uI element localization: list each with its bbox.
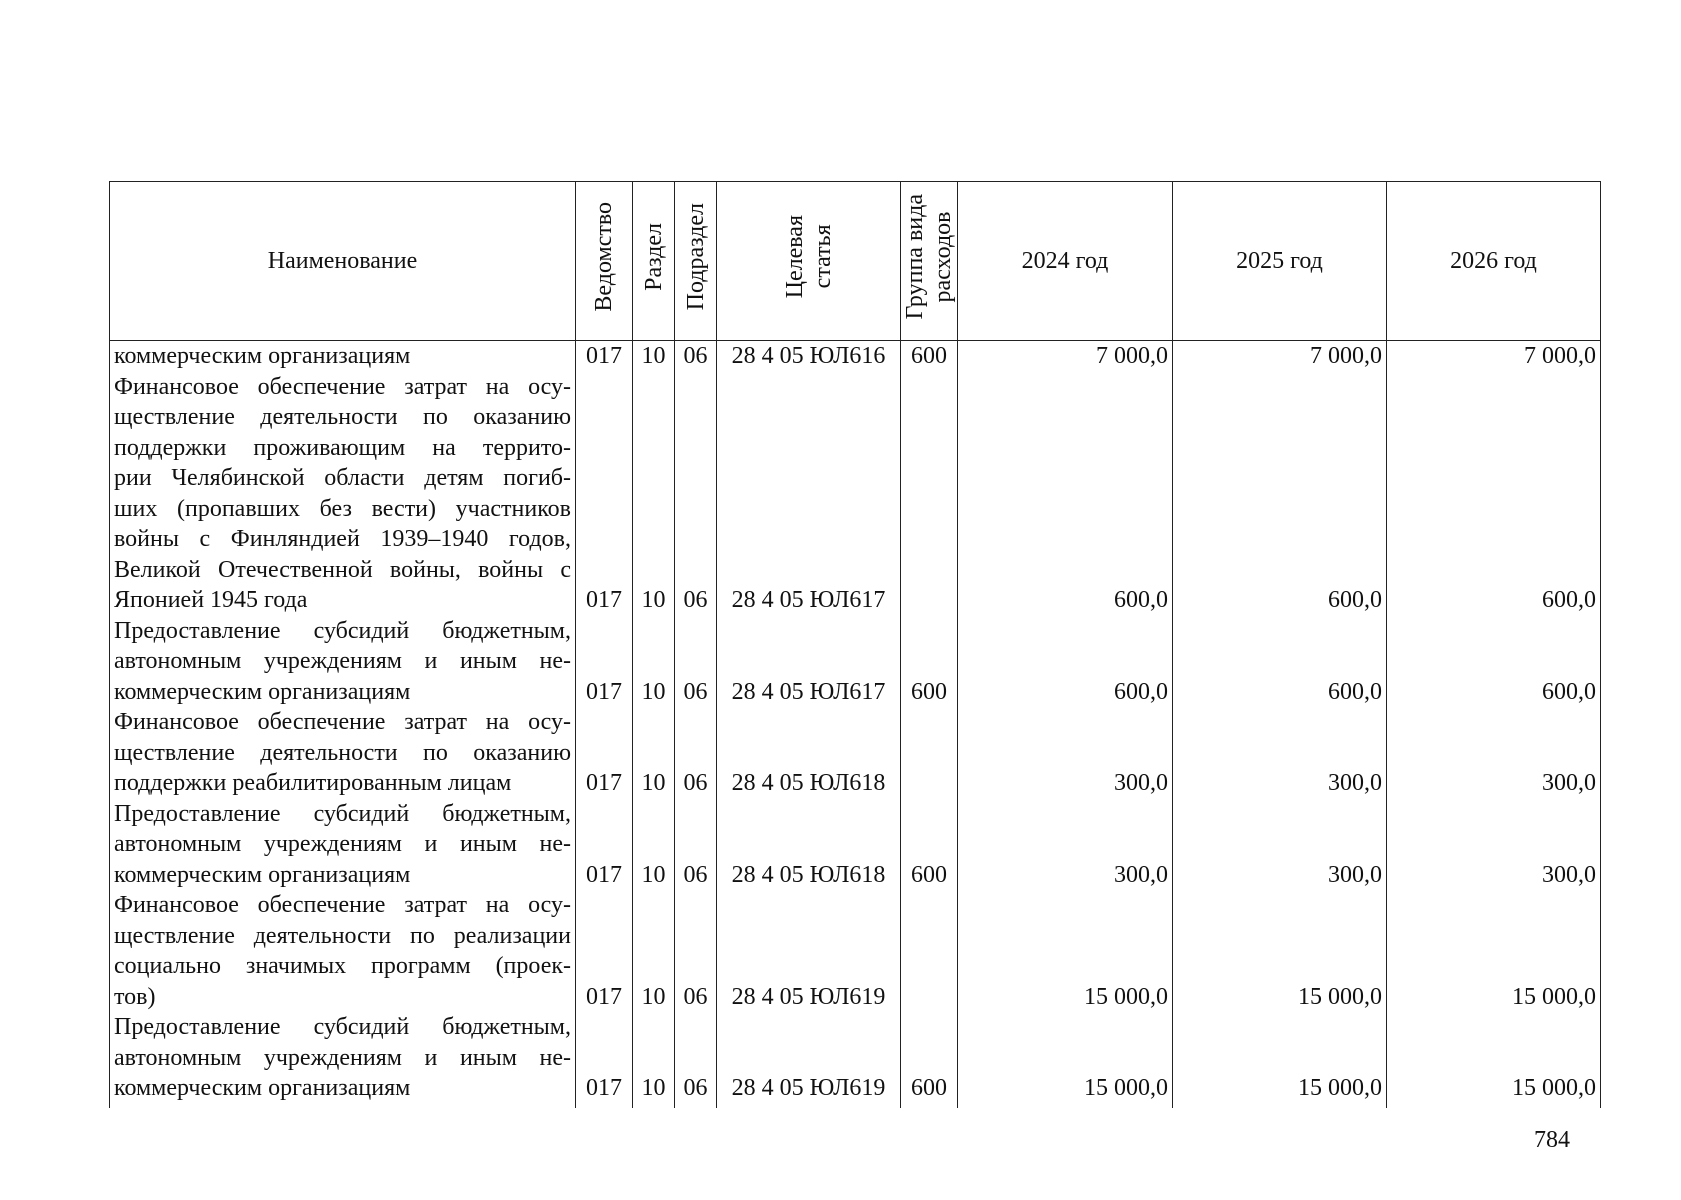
header-year-2025: 2025 год	[1173, 182, 1387, 341]
page-number: 784	[1534, 1127, 1570, 1153]
row-value-2025: 300,0	[1173, 799, 1387, 891]
row-subsection: 06	[675, 372, 717, 616]
row-name-line: Японией 1945 года	[114, 587, 308, 613]
row-expense-group	[901, 890, 958, 1012]
row-name-line: войны с Финляндией 1939–1940 годов,	[114, 526, 571, 552]
row-name	[110, 616, 576, 708]
row-target-article: 28 4 05 ЮЛ616	[717, 341, 901, 372]
header-department: Ведомство	[576, 182, 633, 341]
row-value-2026: 7 000,0	[1387, 341, 1601, 372]
row-expense-group	[901, 372, 958, 616]
row-target-article: 28 4 05 ЮЛ617	[717, 616, 901, 708]
row-name-line: Предоставление субсидий бюджетным,	[114, 1014, 571, 1040]
row-target-article: 28 4 05 ЮЛ617	[717, 372, 901, 616]
row-name-line: автономным учреждениям и иным не-	[114, 648, 571, 674]
row-value-2024: 15 000,0	[958, 890, 1173, 1012]
row-department: 017	[576, 616, 633, 708]
row-value-2026: 600,0	[1387, 616, 1601, 708]
row-name-line: Предоставление субсидий бюджетным,	[114, 617, 571, 644]
row-section: 10	[633, 341, 675, 372]
row-name-line: поддержки проживающим на террито-	[114, 434, 571, 461]
row-name-line: Великой Отечественной войны, войны с	[114, 556, 571, 583]
row-value-2025: 600,0	[1173, 616, 1387, 708]
row-value-2026: 15 000,0	[1387, 890, 1601, 1012]
row-target-article: 28 4 05 ЮЛ618	[717, 707, 901, 799]
row-department: 017	[576, 341, 633, 372]
row-subsection: 06	[675, 1012, 717, 1108]
row-value-2024: 300,0	[958, 799, 1173, 891]
row-value-2025: 7 000,0	[1173, 341, 1387, 372]
budget-table	[109, 181, 1601, 1108]
row-name	[110, 707, 576, 799]
row-expense-group: 600	[901, 341, 958, 372]
row-name-line: ществление деятельности по оказанию	[114, 739, 571, 766]
row-subsection: 06	[675, 616, 717, 708]
header-expense-group: Группа вида расходов	[901, 182, 958, 341]
row-expense-group: 600	[901, 1012, 958, 1108]
row-value-2024: 600,0	[958, 616, 1173, 708]
row-department: 017	[576, 799, 633, 891]
row-value-2024: 600,0	[958, 372, 1173, 616]
row-section: 10	[633, 890, 675, 1012]
row-value-2025: 15 000,0	[1173, 890, 1387, 1012]
header-subsection: Подраздел	[675, 182, 717, 341]
row-subsection: 06	[675, 341, 717, 372]
row-value-2024: 15 000,0	[958, 1012, 1173, 1108]
row-target-article: 28 4 05 ЮЛ619	[717, 890, 901, 1012]
row-department: 017	[576, 890, 633, 1012]
row-target-article: 28 4 05 ЮЛ618	[717, 799, 901, 891]
row-name	[110, 341, 576, 372]
row-name-line: поддержки реабилитированным лицам	[114, 770, 512, 796]
table-row	[110, 890, 1601, 1012]
row-section: 10	[633, 1012, 675, 1108]
row-target-article: 28 4 05 ЮЛ619	[717, 1012, 901, 1108]
row-name-line: коммерческим организациям	[114, 861, 411, 888]
table-body	[110, 341, 1601, 1108]
row-department: 017	[576, 707, 633, 799]
header-target-article: Целевая статья	[717, 182, 901, 341]
row-section: 10	[633, 372, 675, 616]
header-year-2026: 2026 год	[1387, 182, 1601, 341]
row-subsection: 06	[675, 890, 717, 1012]
row-value-2026: 600,0	[1387, 372, 1601, 616]
row-section: 10	[633, 799, 675, 891]
row-value-2026: 300,0	[1387, 707, 1601, 799]
table-row	[110, 799, 1601, 891]
table-row	[110, 1012, 1601, 1108]
row-name	[110, 1012, 576, 1108]
table-row	[110, 707, 1601, 799]
row-name-line: ществление деятельности по оказанию	[114, 404, 571, 430]
row-value-2026: 300,0	[1387, 799, 1601, 891]
table-row	[110, 341, 1601, 372]
row-name-line: Финансовое обеспечение затрат на осу-	[114, 709, 571, 735]
header-name: Наименование	[110, 182, 576, 341]
header-year-2024: 2024 год	[958, 182, 1173, 341]
row-value-2024: 300,0	[958, 707, 1173, 799]
row-section: 10	[633, 616, 675, 708]
row-name-line: коммерческим организациям	[114, 678, 411, 705]
row-name-line: автономным учреждениям и иным не-	[114, 831, 571, 857]
row-name	[110, 799, 576, 891]
row-name-line: ществление деятельности по реализации	[114, 922, 571, 949]
row-name	[110, 890, 576, 1012]
header-section: Раздел	[633, 182, 675, 341]
row-section: 10	[633, 707, 675, 799]
row-name-line: коммерческим организациям	[114, 343, 411, 369]
table-header-row	[110, 182, 1601, 341]
table-row	[110, 616, 1601, 708]
row-name-line: тов)	[114, 983, 156, 1010]
row-subsection: 06	[675, 707, 717, 799]
row-subsection: 06	[675, 799, 717, 891]
row-name-line: Предоставление субсидий бюджетным,	[114, 800, 571, 827]
row-value-2024: 7 000,0	[958, 341, 1173, 372]
row-name-line: Финансовое обеспечение затрат на осу-	[114, 892, 571, 918]
row-expense-group: 600	[901, 616, 958, 708]
row-name	[110, 372, 576, 616]
row-value-2025: 600,0	[1173, 372, 1387, 616]
row-name-line: ших (пропавших без вести) участников	[114, 495, 571, 522]
row-name-line: рии Челябинской области детям погиб-	[114, 465, 571, 491]
table-row	[110, 372, 1601, 616]
row-name-line: автономным учреждениям и иным не-	[114, 1044, 571, 1071]
row-value-2025: 300,0	[1173, 707, 1387, 799]
row-name-line: коммерческим организациям	[114, 1075, 411, 1101]
row-department: 017	[576, 372, 633, 616]
row-expense-group: 600	[901, 799, 958, 891]
row-value-2026: 15 000,0	[1387, 1012, 1601, 1108]
row-name-line: социально значимых программ (проек-	[114, 953, 571, 979]
row-expense-group	[901, 707, 958, 799]
row-department: 017	[576, 1012, 633, 1108]
row-name-line: Финансовое обеспечение затрат на осу-	[114, 373, 571, 400]
row-value-2025: 15 000,0	[1173, 1012, 1387, 1108]
